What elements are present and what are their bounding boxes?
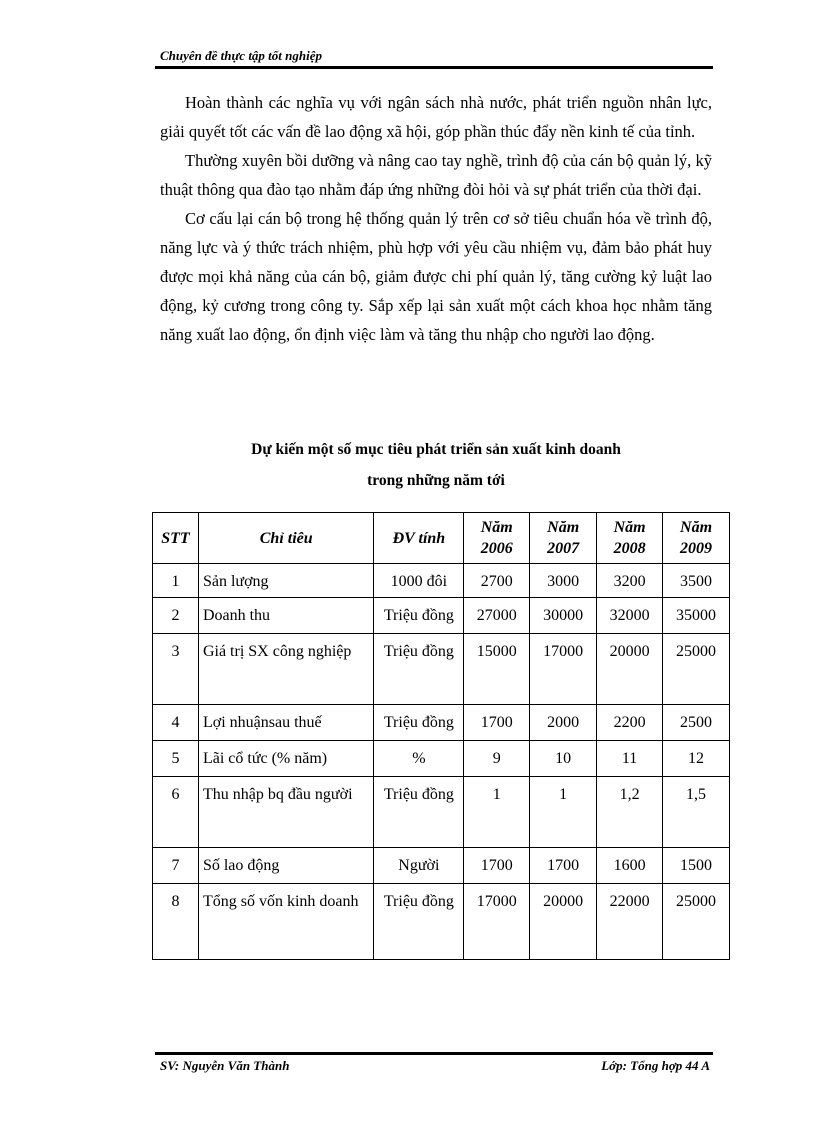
body-text	[160, 88, 712, 349]
paragraph: Cơ cấu lại cán bộ trong hệ thống quản lý trên cơ sở tiêu chuẩn hóa về trình độ, năng lực và ý thức trách nhiệm, phù hợp với yêu cầu nhiệm vụ, đảm bảo phát huy được mọi khả năng của cán bộ, giảm được chi phí quản lý, tăng cường kỷ luật lao động, kỷ cương trong công ty. Sắp xếp lại sản xuất một cách khoa học nhằm tăng năng xuất lao động, ổn định việc làm và tăng thu nhập cho người lao động.	[160, 209, 712, 344]
cell-unit: %	[374, 741, 464, 777]
header-divider	[155, 66, 713, 69]
targets-table	[152, 512, 730, 960]
table-row	[153, 777, 730, 848]
footer-class: Lớp: Tổng hợp 44 A	[601, 1058, 710, 1073]
cell-2009: 35000	[663, 598, 730, 634]
cell-2009: 2500	[663, 705, 730, 741]
cell-indicator: Giá trị SX công nghiệp	[198, 634, 374, 705]
cell-2007: 1	[530, 777, 597, 848]
cell-2009: 3500	[663, 564, 730, 598]
cell-stt: 3	[153, 634, 199, 705]
col-header-2009: Năm 2009	[663, 513, 730, 564]
cell-unit: Người	[374, 848, 464, 884]
cell-2006: 1700	[464, 705, 530, 741]
col-header-unit: ĐV tính	[374, 513, 464, 564]
cell-2007: 17000	[530, 634, 597, 705]
cell-2008: 1,2	[597, 777, 663, 848]
cell-stt: 5	[153, 741, 199, 777]
table-row	[153, 705, 730, 741]
cell-unit: Triệu đồng	[374, 777, 464, 848]
footer-student-name: SV: Nguyễn Văn Thành	[160, 1058, 290, 1073]
cell-2009: 25000	[663, 884, 730, 960]
cell-indicator: Doanh thu	[198, 598, 374, 634]
cell-2006: 15000	[464, 634, 530, 705]
cell-2006: 17000	[464, 884, 530, 960]
cell-unit: Triệu đồng	[374, 634, 464, 705]
page-header-title: Chuyên đề thực tập tốt nghiệp	[160, 48, 322, 63]
cell-unit: Triệu đồng	[374, 884, 464, 960]
cell-2007: 3000	[530, 564, 597, 598]
table-header-row	[153, 513, 730, 564]
cell-2007: 30000	[530, 598, 597, 634]
cell-2008: 22000	[597, 884, 663, 960]
paragraph: Hoàn thành các nghĩa vụ với ngân sách nhà nước, phát triển nguồn nhân lực, giải quyết tốt các vấn đề lao động xã hội, góp phần thúc đẩy nền kinh tế của tỉnh.	[160, 93, 712, 141]
paragraph: Thường xuyên bồi dưỡng và nâng cao tay nghề, trình độ của cán bộ quản lý, kỹ thuật thông qua đào tạo nhằm đáp ứng những đòi hỏi và sự phát triển của thời đại.	[160, 151, 712, 199]
cell-stt: 4	[153, 705, 199, 741]
col-header-indicator: Chỉ tiêu	[198, 513, 374, 564]
cell-2007: 2000	[530, 705, 597, 741]
cell-unit: Triệu đồng	[374, 705, 464, 741]
cell-indicator: Lãi cổ tức (% năm)	[198, 741, 374, 777]
cell-indicator: Lợi nhuậnsau thuế	[198, 705, 374, 741]
cell-2008: 11	[597, 741, 663, 777]
cell-2006: 1	[464, 777, 530, 848]
table-row	[153, 564, 730, 598]
cell-stt: 6	[153, 777, 199, 848]
table-row	[153, 634, 730, 705]
col-header-2008: Năm 2008	[597, 513, 663, 564]
col-header-stt: STT	[153, 513, 199, 564]
cell-stt: 1	[153, 564, 199, 598]
cell-2009: 25000	[663, 634, 730, 705]
col-header-2007: Năm 2007	[530, 513, 597, 564]
cell-2008: 32000	[597, 598, 663, 634]
cell-unit: Triệu đồng	[374, 598, 464, 634]
cell-2007: 20000	[530, 884, 597, 960]
table-row	[153, 848, 730, 884]
cell-indicator: Tổng số vốn kinh doanh	[198, 884, 374, 960]
cell-2008: 2200	[597, 705, 663, 741]
cell-2006: 2700	[464, 564, 530, 598]
cell-indicator: Thu nhập bq đầu người	[198, 777, 374, 848]
cell-2009: 12	[663, 741, 730, 777]
cell-2006: 9	[464, 741, 530, 777]
cell-2007: 1700	[530, 848, 597, 884]
table-row	[153, 741, 730, 777]
table-row	[153, 884, 730, 960]
cell-stt: 2	[153, 598, 199, 634]
cell-unit: 1000 đôi	[374, 564, 464, 598]
cell-2006: 27000	[464, 598, 530, 634]
cell-2009: 1500	[663, 848, 730, 884]
table-caption-line1: Dự kiến một số mục tiêu phát triển sản xuất kinh doanh	[251, 441, 621, 458]
cell-indicator: Sản lượng	[198, 564, 374, 598]
cell-2007: 10	[530, 741, 597, 777]
cell-2008: 3200	[597, 564, 663, 598]
table-row	[153, 598, 730, 634]
cell-2009: 1,5	[663, 777, 730, 848]
cell-2006: 1700	[464, 848, 530, 884]
cell-stt: 7	[153, 848, 199, 884]
col-header-2006: Năm 2006	[464, 513, 530, 564]
cell-2008: 20000	[597, 634, 663, 705]
table-caption-line2: trong những năm tới	[367, 472, 505, 489]
footer-divider	[155, 1052, 713, 1055]
cell-indicator: Số lao động	[198, 848, 374, 884]
cell-2008: 1600	[597, 848, 663, 884]
cell-stt: 8	[153, 884, 199, 960]
